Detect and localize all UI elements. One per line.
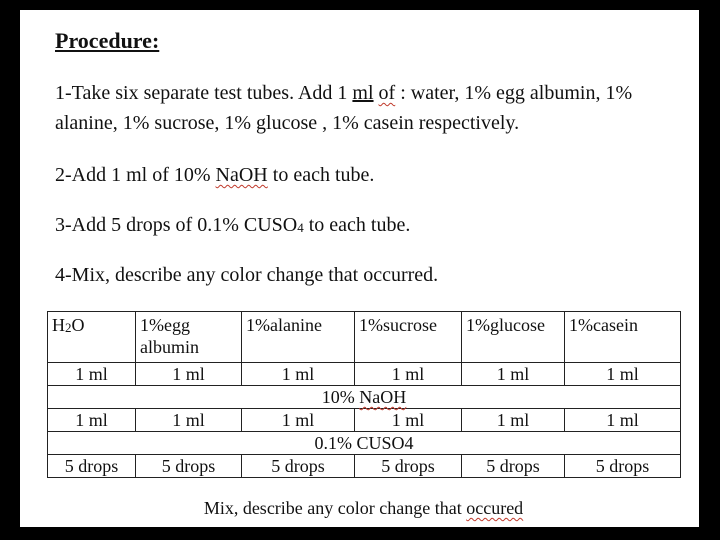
step-3-subscript: 4: [297, 220, 304, 235]
header-water: $H_2O$: [48, 312, 136, 363]
step-2: [55, 160, 675, 190]
step-2-text-a: 2-Add 1 ml of 10%: [55, 164, 216, 186]
table-cell: 1 ml: [565, 409, 681, 432]
header-glucose: 1%glucose: [462, 312, 565, 363]
step-1-text-b: : water, 1% egg albumin, 1% alanine, 1% sucrose, 1% glucose , 1% casein respectively.: [55, 82, 633, 134]
table-row: [48, 363, 681, 386]
table-row: [48, 432, 681, 455]
header-egg-albumin: 1%egg albumin: [136, 312, 242, 363]
table-row: [48, 409, 681, 432]
header-alanine: 1%alanine: [242, 312, 355, 363]
table-cell: 5 drops: [462, 455, 565, 478]
table-row: [48, 455, 681, 478]
table-cell: 1 ml: [136, 409, 242, 432]
table-cell: 1 ml: [242, 409, 355, 432]
step-2-text-b: to each tube.: [267, 164, 375, 186]
step-3-text-b: to each tube.: [303, 214, 411, 236]
cuso4-merged-cell: 0.1% CUSO4: [48, 432, 681, 455]
table-cell: 1 ml: [355, 409, 462, 432]
step-3: [55, 210, 675, 240]
table-cell: 1 ml: [136, 363, 242, 386]
procedure-heading: Procedure:: [55, 28, 160, 53]
procedure-table-area: [47, 311, 680, 518]
slide: [20, 10, 699, 527]
step-1-ml: ml: [352, 82, 374, 104]
step-4: 4-Mix, describe any color change that occurred.: [55, 264, 439, 286]
header-sucrose: 1%sucrose: [355, 312, 462, 363]
table-cell: 5 drops: [136, 455, 242, 478]
step-1-text-a: 1-Take six separate test tubes. Add 1: [55, 82, 353, 104]
table-cell: 1 ml: [462, 363, 565, 386]
table-cell: 5 drops: [355, 455, 462, 478]
table-cell: 1 ml: [565, 363, 681, 386]
table-cell: 5 drops: [48, 455, 136, 478]
table-cell: 1 ml: [462, 409, 565, 432]
header-casein: 1%casein: [565, 312, 681, 363]
naoh-merged-cell: 10% NaOH: [48, 386, 681, 409]
table-footer-note: Mix, describe any color change that occured: [203, 498, 524, 518]
table-row: [48, 386, 681, 409]
step-1-of: of: [378, 82, 396, 104]
step-3-text-a: 3-Add 5 drops of 0.1% CUSO: [55, 214, 298, 236]
table-cell: 1 ml: [48, 363, 136, 386]
table-cell: 5 drops: [242, 455, 355, 478]
step-1: [55, 78, 675, 138]
step-2-naoh: NaOH: [215, 164, 268, 186]
table-cell: 1 ml: [242, 363, 355, 386]
procedure-table: [47, 311, 681, 478]
table-cell: 5 drops: [565, 455, 681, 478]
header-row: [48, 312, 681, 363]
table-cell: 1 ml: [48, 409, 136, 432]
table-cell: 1 ml: [355, 363, 462, 386]
